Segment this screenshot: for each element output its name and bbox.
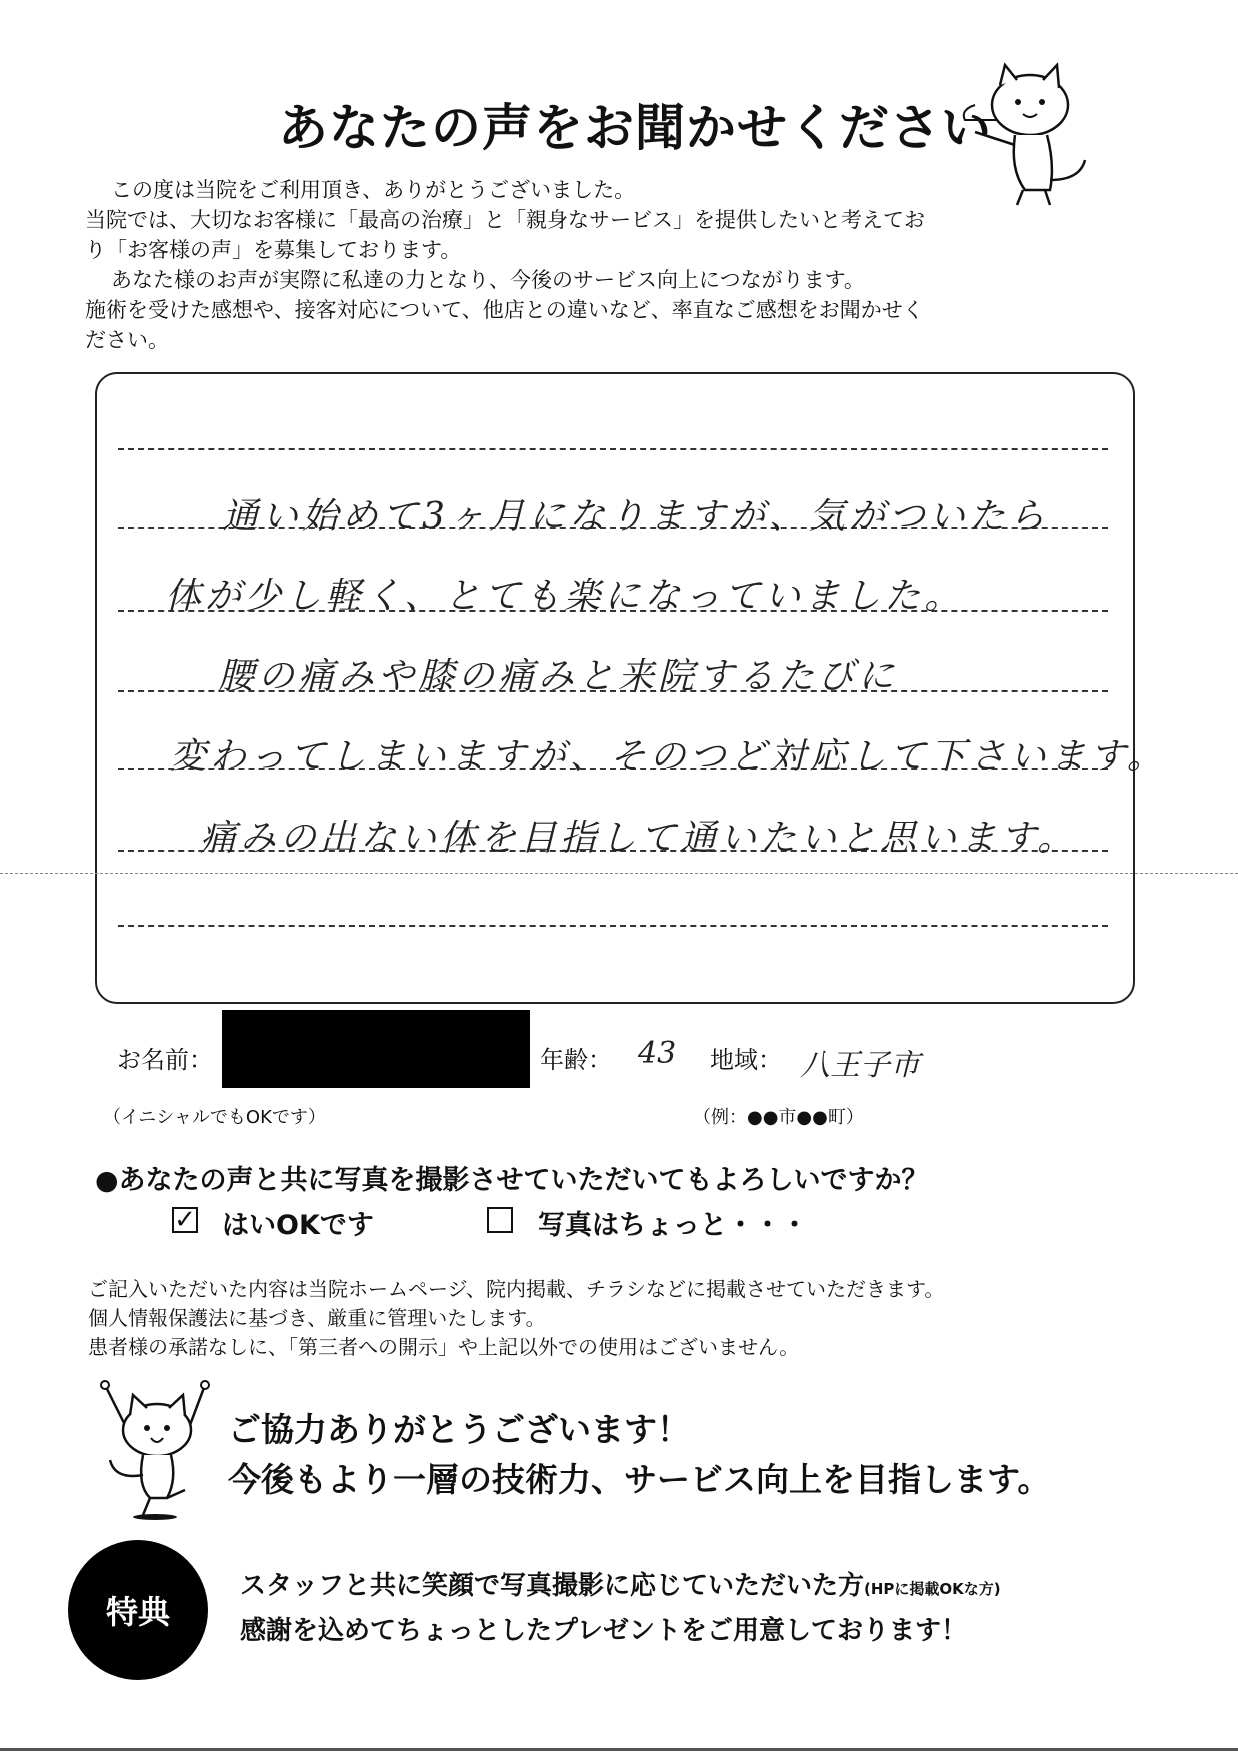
paper-fold-line [0, 873, 1238, 874]
intro-line: ださい。 [85, 328, 169, 352]
intro-line: り「お客様の声」を募集しております。 [85, 238, 462, 262]
intro-line: 施術を受けた感想や、接客対応について、他店との違いなど、率直なご感想をお聞かせく [85, 298, 924, 322]
writing-line [118, 448, 1108, 450]
cat-cheering-illustration [95, 1380, 225, 1520]
thanks-line: 今後もより一層の技術力、サービス向上を目指します。 [228, 1460, 1051, 1499]
intro-line: この度は当院をご利用頂き、ありがとうございました。 [111, 178, 636, 202]
special-note: (HPに掲載OKな方) [864, 1580, 1001, 1598]
handwritten-comment-line: 痛みの出ない体を目指して通いたいと思います。 [200, 818, 1078, 859]
thanks-message [228, 1405, 1050, 1505]
handwritten-comment-line: 体が少し軽く、とても楽になっていました。 [165, 576, 965, 617]
privacy-line: ご記入いただいた内容は当院ホームページ、院内掲載、チラシなどに掲載させていただきます。 [88, 1277, 945, 1301]
writing-line [118, 925, 1108, 927]
no-option-label: 写真はちょっと・・・ [538, 1210, 808, 1241]
special-text: スタッフと共に笑顔で写真撮影に応じていただいた方 [240, 1571, 865, 1601]
privacy-line: 個人情報保護法に基づき、厳重に管理いたします。 [88, 1306, 546, 1330]
name-note: （イニシャルでもOKです） [103, 1107, 326, 1128]
name-label: お名前： [117, 1046, 213, 1074]
handwritten-comment-line: 腰の痛みや膝の痛みと来院するたびに [218, 656, 899, 697]
check-mark-icon: ✓ [174, 1205, 196, 1235]
special-line-1 [240, 1565, 1001, 1610]
region-value: 八王子市 [800, 1048, 920, 1083]
intro-line: 当院では、大切なお客様に「最高の治療」と「親身なサービス」を提供したいと考えてお [85, 208, 925, 232]
special-badge: 特典 [68, 1540, 208, 1680]
no-checkbox[interactable] [487, 1207, 513, 1233]
page-title: あなたの声をお聞かせください [278, 99, 992, 157]
region-label: 地域： [710, 1046, 782, 1074]
yes-checkbox[interactable] [172, 1207, 198, 1233]
bottom-border [0, 1748, 1238, 1751]
handwritten-comment-line: 変わってしまいますが、そのつど対応して下さいます。 [170, 736, 1167, 777]
privacy-line: 患者様の承諾なしに、「第三者への開示」や上記以外での使用はございません。 [88, 1335, 800, 1359]
special-line-2: 感謝を込めてちょっとしたプレゼントをご用意しております！ [240, 1616, 967, 1646]
photo-question: ●あなたの声と共に写真を撮影させていただいてもよろしいですか？ [95, 1165, 929, 1196]
thanks-line: ご協力ありがとうございます！ [228, 1410, 690, 1449]
yes-option-label: はいOKです [222, 1210, 374, 1241]
intro-line: あなた様のお声が実際に私達の力となり、今後のサービス向上につながります。 [111, 268, 865, 292]
intro-text [85, 175, 1145, 355]
name-redaction [222, 1010, 530, 1088]
handwritten-comment-line: 通い始めて3ヶ月になりますが、気がついたら [222, 496, 1049, 537]
age-value: 43 [638, 1036, 677, 1071]
privacy-notice [88, 1275, 944, 1362]
age-label: 年齢： [540, 1046, 612, 1074]
region-note: （例：●●市●●町） [693, 1107, 864, 1128]
special-offer [240, 1565, 1001, 1652]
